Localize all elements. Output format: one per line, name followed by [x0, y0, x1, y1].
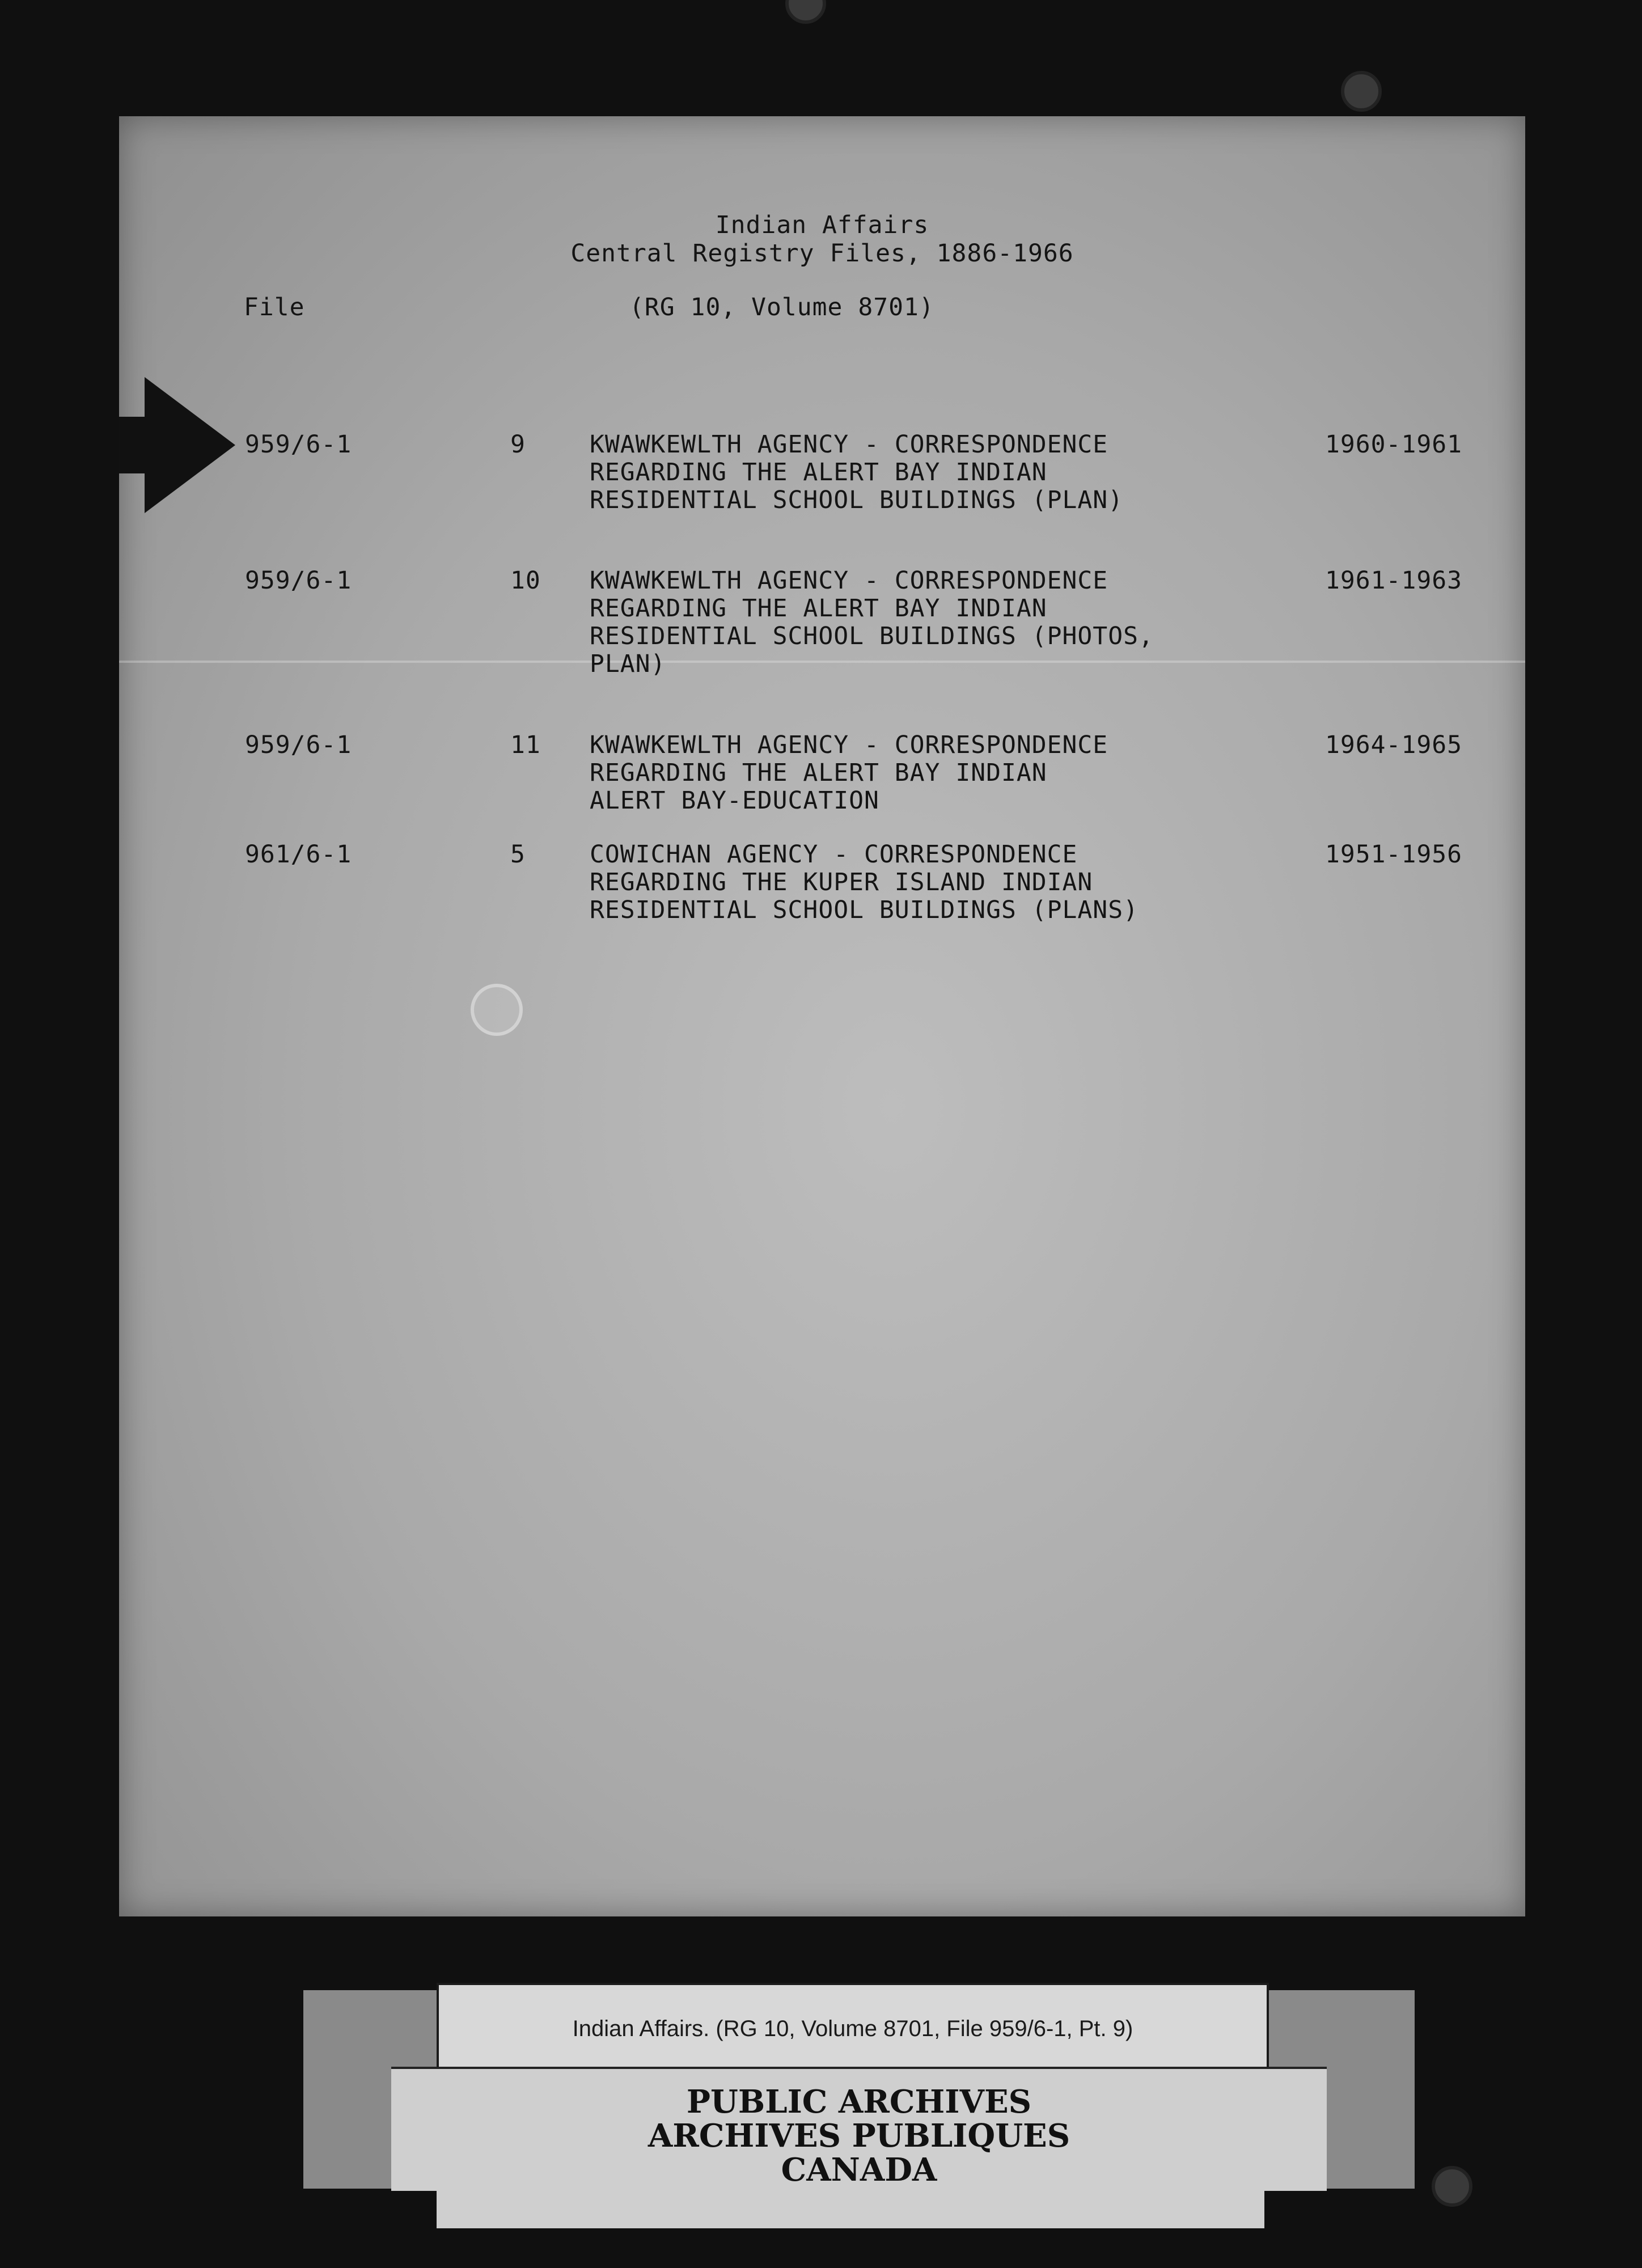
description-line: PLAN)	[590, 650, 666, 678]
date-range: 1961-1963	[1325, 566, 1462, 595]
archive-stamp-line1: PUBLIC ARCHIVES	[686, 2083, 1032, 2121]
page-fold-line	[119, 661, 1525, 663]
description-line: KWAWKEWLTH AGENCY - CORRESPONDENCE	[590, 566, 1108, 595]
part-number: 9	[510, 430, 526, 459]
archive-stamp-line2: ARCHIVES PUBLIQUES	[648, 2117, 1070, 2155]
description-line: REGARDING THE ALERT BAY INDIAN	[590, 759, 1047, 787]
file-label-strip	[437, 1983, 1269, 2072]
description-line: KWAWKEWLTH AGENCY - CORRESPONDENCE	[590, 430, 1108, 459]
file-column-heading: File	[244, 293, 305, 321]
description-line: REGARDING THE ALERT BAY INDIAN	[590, 458, 1047, 486]
mount-hole-icon	[1432, 2166, 1472, 2207]
description-line: RESIDENTIAL SCHOOL BUILDINGS (PLAN)	[590, 486, 1124, 514]
mount-hole-icon	[785, 0, 826, 24]
description-line: COWICHAN AGENCY - CORRESPONDENCE	[590, 840, 1078, 869]
file-number: 961/6-1	[245, 840, 352, 869]
file-number: 959/6-1	[245, 430, 352, 459]
date-range: 1951-1956	[1325, 840, 1462, 869]
file-label-text: Indian Affairs. (RG 10, Volume 8701, File 959/6-1, Pt. 9)	[572, 2016, 1133, 2041]
description-line: KWAWKEWLTH AGENCY - CORRESPONDENCE	[590, 731, 1108, 759]
part-number: 5	[510, 840, 526, 869]
volume-reference: (RG 10, Volume 8701)	[629, 293, 934, 321]
document-page	[119, 116, 1525, 1916]
header-title: Indian Affairs	[715, 211, 929, 239]
date-range: 1964-1965	[1325, 731, 1462, 759]
description-line: RESIDENTIAL SCHOOL BUILDINGS (PLANS)	[590, 896, 1139, 924]
archive-stamp-card	[391, 2067, 1327, 2191]
file-number: 959/6-1	[245, 566, 352, 595]
description-line: RESIDENTIAL SCHOOL BUILDINGS (PHOTOS,	[590, 622, 1154, 650]
part-number: 10	[510, 566, 541, 595]
mount-hole-icon	[1341, 71, 1382, 112]
circular-mark	[471, 984, 523, 1036]
pointer-arrow-icon	[145, 377, 235, 513]
description-line: REGARDING THE ALERT BAY INDIAN	[590, 594, 1047, 623]
archive-stamp-line3: CANADA	[781, 2151, 937, 2189]
header-subtitle: Central Registry Files, 1886-1966	[570, 239, 1074, 268]
description-line: ALERT BAY-EDUCATION	[590, 786, 879, 815]
bottom-strip	[437, 2189, 1264, 2228]
part-number: 11	[510, 731, 541, 759]
description-line: REGARDING THE KUPER ISLAND INDIAN	[590, 868, 1093, 896]
date-range: 1960-1961	[1325, 430, 1462, 459]
file-number: 959/6-1	[245, 731, 352, 759]
